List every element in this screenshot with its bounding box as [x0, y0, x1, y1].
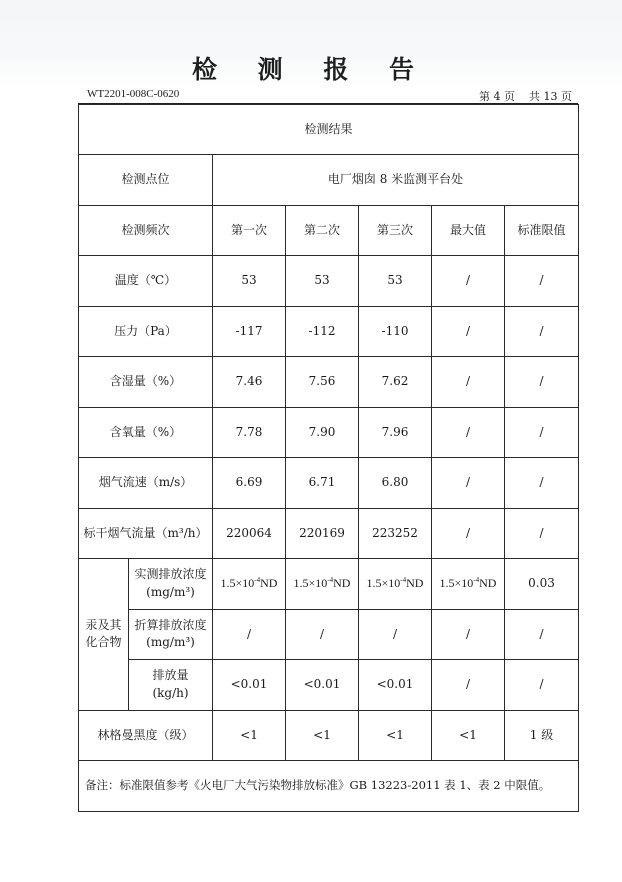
- cell: 220169: [286, 508, 359, 559]
- mercury-measured-row: [79, 559, 579, 610]
- report-title: 检 测 报 告: [191, 55, 431, 84]
- mercury-group-text: 汞及其化合物: [85, 617, 122, 650]
- note-row: [79, 761, 579, 812]
- section-title: 检测结果: [79, 105, 579, 155]
- sci-cell: [213, 559, 286, 610]
- sci-suffix: ND: [333, 576, 351, 591]
- cell: /: [432, 256, 505, 307]
- sci-base: 1.5×10: [439, 576, 474, 591]
- frequency-row: [79, 205, 579, 256]
- sci-base: 1.5×10: [220, 576, 255, 591]
- cell: /: [505, 357, 579, 408]
- page-info: [460, 88, 572, 104]
- table-row: [79, 256, 579, 307]
- cell: 53: [359, 256, 432, 307]
- cell: 6.80: [359, 458, 432, 509]
- row-label: 林格曼黑度（级）: [79, 710, 213, 761]
- row-label: 含氧量（%）: [79, 407, 213, 458]
- row-label: 含湿量（%）: [79, 357, 213, 408]
- sub-row-label: 折算排放浓度(mg/m³): [129, 609, 213, 660]
- cell: /: [432, 609, 505, 660]
- column-header: 最大值: [432, 205, 505, 256]
- row-label: 标干烟气流量（m³/h）: [79, 508, 213, 559]
- cell: 53: [286, 256, 359, 307]
- cell: 7.56: [286, 357, 359, 408]
- cell: <1: [359, 710, 432, 761]
- cell: /: [505, 306, 579, 357]
- cell: /: [505, 407, 579, 458]
- table-row: [79, 458, 579, 509]
- page-total: 共 13 页: [529, 90, 572, 103]
- location-value: 电厂烟囱 8 米监测平台处: [213, 155, 579, 206]
- sci-cell: [359, 559, 432, 610]
- sub-row-label: 实测排放浓度(mg/m³): [129, 559, 213, 610]
- cell: /: [432, 660, 505, 711]
- sci-base: 1.5×10: [366, 576, 401, 591]
- cell: <0.01: [359, 660, 432, 711]
- sci-exponent: -4: [400, 576, 407, 585]
- cell: 6.71: [286, 458, 359, 509]
- cell: /: [505, 508, 579, 559]
- cell: 7.90: [286, 407, 359, 458]
- frequency-label: 检测频次: [79, 205, 213, 256]
- sci-cell: [286, 559, 359, 610]
- cell: 6.69: [213, 458, 286, 509]
- cell: /: [505, 609, 579, 660]
- sci-suffix: ND: [406, 576, 424, 591]
- page-number: 第 4 页: [479, 90, 515, 103]
- cell: <0.01: [286, 660, 359, 711]
- sci-exponent: -4: [327, 576, 334, 585]
- sci-exponent: -4: [254, 576, 261, 585]
- cell: 53: [213, 256, 286, 307]
- mercury-group-label: [79, 559, 129, 711]
- cell: /: [213, 609, 286, 660]
- row-label: 烟气流速（m/s）: [79, 458, 213, 509]
- table-row: [79, 407, 579, 458]
- row-label: 温度（℃）: [79, 256, 213, 307]
- cell: /: [286, 609, 359, 660]
- column-header: 第一次: [213, 205, 286, 256]
- cell: /: [432, 508, 505, 559]
- section-title-row: [79, 105, 579, 155]
- cell: 7.96: [359, 407, 432, 458]
- cell: 1 级: [505, 710, 579, 761]
- sci-exponent: -4: [473, 576, 480, 585]
- sci-cell: [432, 559, 505, 610]
- table-row: [79, 508, 579, 559]
- cell: <0.01: [213, 660, 286, 711]
- sci-base: 1.5×10: [293, 576, 328, 591]
- cell: /: [432, 407, 505, 458]
- sub-row-label: 排放量(kg/h): [129, 660, 213, 711]
- cell: -110: [359, 306, 432, 357]
- mercury-converted-row: [79, 609, 579, 660]
- location-label: 检测点位: [79, 155, 213, 206]
- cell: /: [432, 357, 505, 408]
- cell: 7.46: [213, 357, 286, 408]
- results-table: [78, 104, 579, 812]
- cell: /: [505, 660, 579, 711]
- cell: <1: [213, 710, 286, 761]
- sci-suffix: ND: [260, 576, 278, 591]
- cell: <1: [286, 710, 359, 761]
- cell: -117: [213, 306, 286, 357]
- cell: 0.03: [505, 559, 579, 610]
- location-row: [79, 155, 579, 206]
- sci-suffix: ND: [479, 576, 497, 591]
- column-header: 标准限值: [505, 205, 579, 256]
- document-number: WT2201-008C-0620: [87, 88, 180, 100]
- column-header: 第三次: [359, 205, 432, 256]
- table-row: [79, 306, 579, 357]
- cell: /: [432, 458, 505, 509]
- cell: /: [505, 256, 579, 307]
- note-text: 备注：标准限值参考《火电厂大气污染物排放标准》GB 13223-2011 表 1、表 2 中限值。: [79, 761, 579, 812]
- ringelmann-row: [79, 710, 579, 761]
- cell: 220064: [213, 508, 286, 559]
- cell: 7.62: [359, 357, 432, 408]
- cell: /: [505, 458, 579, 509]
- mercury-emission-row: [79, 660, 579, 711]
- cell: /: [432, 306, 505, 357]
- cell: -112: [286, 306, 359, 357]
- cell: 7.78: [213, 407, 286, 458]
- cell: /: [359, 609, 432, 660]
- column-header: 第二次: [286, 205, 359, 256]
- cell: 223252: [359, 508, 432, 559]
- cell: <1: [432, 710, 505, 761]
- row-label: 压力（Pa）: [79, 306, 213, 357]
- table-row: [79, 357, 579, 408]
